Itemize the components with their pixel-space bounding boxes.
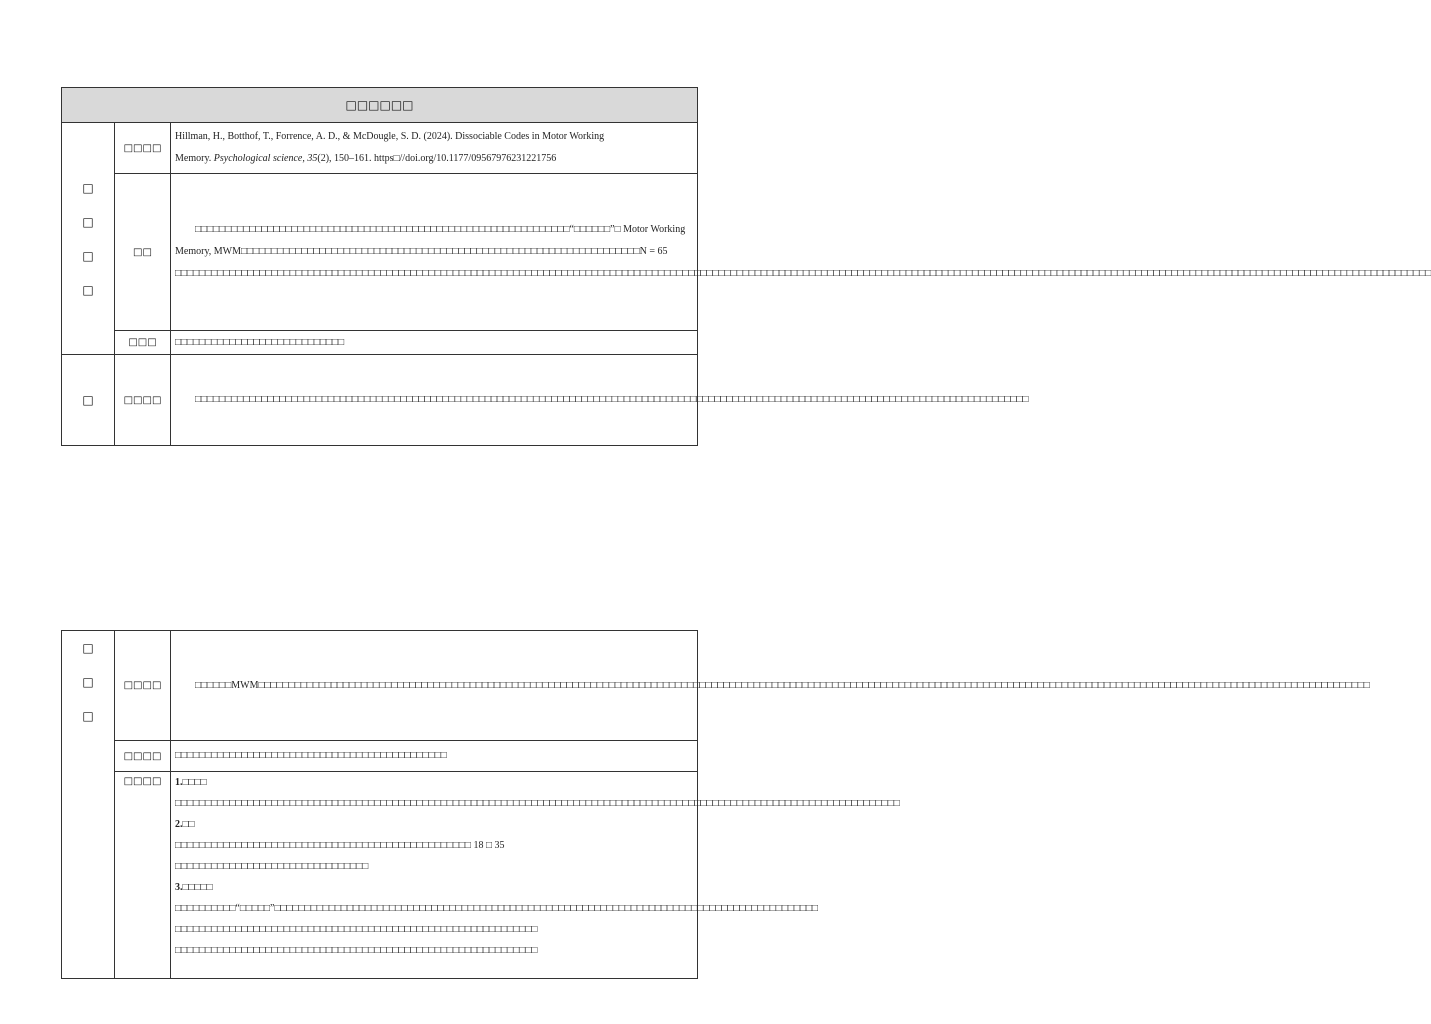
paragraph-2: □□□□□□□□□□□□□□□□□□□□□□□□□□□□□□□□□□□□□□□□□□□□□□□□□ 18 □ 35 □□□□□□□□□□□□□□□□□□□□□□□□□□□□□□□□ <box>175 840 505 872</box>
paragraph-3: □□□□□□□□□□“□□□□□”□□□□□□□□□□□□□□□□□□□□□□□□□□□□□□□□□□□□□□□□□□□□□□□□□□□□□□□□□□□□□□□□□□□□□□□□□□□□□□□□□□□□□□□□□□ <box>175 903 819 914</box>
subheading-3: 3.□□□□□ <box>175 882 213 893</box>
abstract-label: □□ <box>115 174 171 331</box>
section-char: □ <box>82 282 94 297</box>
literature-table <box>61 87 1431 446</box>
subheading-1: 1.□□□□ <box>175 777 207 788</box>
section-char: □ <box>82 709 94 723</box>
row2-label: □□□□ <box>115 741 171 772</box>
subheading-2: 2.□□ <box>175 819 195 830</box>
citation-suffix: (2), 150–161. https□//doi.org/10.1177/09567976231221756 <box>317 153 557 164</box>
section-char: □ <box>82 248 94 263</box>
paragraph-5: □□□□□□□□□□□□□□□□□□□□□□□□□□□□□□□□□□□□□□□□□□□□□□□□□□□□□□□□□□□□ <box>175 945 538 956</box>
abstract-cell <box>171 174 1431 331</box>
row3-label: □□□□ <box>115 772 171 979</box>
paragraph-1: □□□□□□□□□□□□□□□□□□□□□□□□□□□□□□□□□□□□□□□□□□□□□□□□□□□□□□□□□□□□□□□□□□□□□□□□□□□□□□□□□□□□□□□□□□□□□□□□□□□□□□□□□□□□□□□□□□□□□□□□ <box>175 798 900 809</box>
background-cell <box>171 355 1029 446</box>
section-char: □ <box>82 641 94 655</box>
citation-line-1: Hillman, H., Botthof, T., Forrence, A. D., & McDougle, S. D. (2024). Dissociable Codes in Motor Working <box>175 131 605 142</box>
citation-label: □□□□ <box>115 123 171 174</box>
row1-cell <box>171 631 1370 741</box>
table-title: □□□□□□ <box>62 88 698 123</box>
background-label: □□□□ <box>115 355 171 446</box>
section-label-method <box>62 631 115 979</box>
abstract-text: □□□□□□□□□□□□□□□□□□□□□□□□□□□□□□□□□□□□□□□□□□□□□□□□□□□□□□□□□□□□□□“□□□□□□”□ Motor Working Memory, MWM□□□□□□□□□□□□□□□□□□□□□□□□□□□□□□□□□□□□□□□□□□□□□□□□□□□□□□□□□□□□□□□□□□N = 65 □□□□□□□□□□□□□□□□□□□□□□□□□□□□□□□□□□□□□□□□□□□□□□□□□□□□□□□□□□□□□□□□□□□□□□□□□□□□□□□□□□□□□□□□□□□□□□□□□□□□□□□□□□□□□□□□□□□□□□□□□□□□□□□□□□□□□□□□□□□□□□□□□□□□□□□□□□□□□□□□□□□□□□□□□□□□□□□□□□□□□□□□□□□□□□□□□□□□□□□□□□□□□□□□ <box>175 224 1431 279</box>
method-table <box>61 630 1370 979</box>
paragraph-4: □□□□□□□□□□□□□□□□□□□□□□□□□□□□□□□□□□□□□□□□□□□□□□□□□□□□□□□□□□□□ <box>175 924 538 935</box>
row1-label: □□□□ <box>115 631 171 741</box>
section-char: □ <box>82 675 94 689</box>
citation-line-2 <box>175 148 693 170</box>
background-text: □□□□□□□□□□□□□□□□□□□□□□□□□□□□□□□□□□□□□□□□□□□□□□□□□□□□□□□□□□□□□□□□□□□□□□□□□□□□□□□□□□□□□□□□□□□□□□□□□□□□□□□□□□□□□□□□□□□□□□□□□□□□□□□□□□□□□□□□□□ <box>195 394 1029 405</box>
section-label-basic <box>62 123 115 355</box>
keywords-text: □□□□□□□□□□□□□□□□□□□□□□□□□□□□ <box>171 331 698 355</box>
row2-text: □□□□□□□□□□□□□□□□□□□□□□□□□□□□□□□□□□□□□□□□□□□□□ <box>171 741 698 772</box>
citation-cell <box>171 123 698 174</box>
citation-journal: Psychological science, 35 <box>213 153 318 164</box>
section-char: □ <box>82 214 94 229</box>
citation-prefix: Memory. <box>175 153 214 164</box>
section-label-background <box>62 355 115 446</box>
row3-cell <box>171 772 900 979</box>
section-char: □ <box>82 393 94 407</box>
section-char: □ <box>82 180 94 195</box>
row1-text: □□□□□□MWM□□□□□□□□□□□□□□□□□□□□□□□□□□□□□□□□□□□□□□□□□□□□□□□□□□□□□□□□□□□□□□□□□□□□□□□□□□□□□□□□□□□□□□□□□□□□□□□□□□□□□□□□□□□□□□□□□□□□□□□□□□□□□□□□□□□□□□□□□□□□□□□□□□□□□□□□□□□□□□□□□□□□□□□□□□□□□□□□□□□□□□□□ <box>195 679 1370 691</box>
keywords-label: □□□ <box>115 331 171 355</box>
